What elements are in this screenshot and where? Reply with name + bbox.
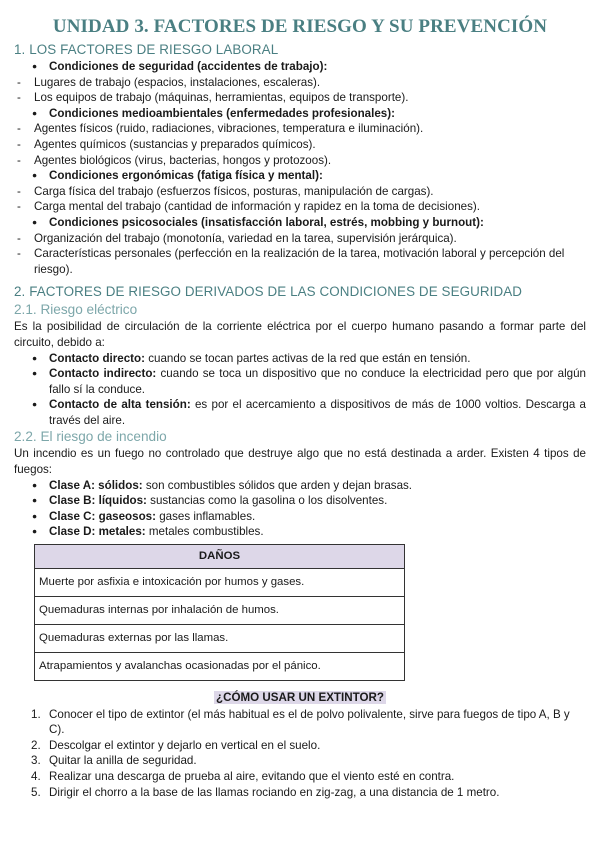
list-item: ● Clase D: metales: metales combustibles. [14,524,586,540]
list-item: ● Clase C: gaseosos: gases inflamables. [14,509,586,525]
table-cell: Atrapamientos y avalanchas ocasionadas por el pánico. [35,653,405,681]
list-item: ● Clase A: sólidos: son combustibles sólidos que arden y dejan brasas. [14,478,586,494]
group-title: ● Condiciones de seguridad (accidentes de trabajo): [14,59,586,75]
section-2-heading: 2. FACTORES DE RIESGO DERIVADOS DE LAS CONDICIONES DE SEGURIDAD [14,284,523,300]
list-item: - Agentes químicos (sustancias y preparados químicos). [14,137,586,153]
table-header: DAÑOS [35,545,405,569]
list-item: - Características personales (perfección en la realización de la tarea, motivación laboral y percepción del riesgo). [14,246,586,277]
electric-contact-list [14,351,586,429]
list-item: - Carga mental del trabajo (cantidad de información y rapidez en la toma de decisiones). [14,199,586,215]
list-item: - Los equipos de trabajo (máquinas, herramientas, equipos de transporte). [14,90,586,106]
table-row [35,625,405,653]
group-title: ● Condiciones ergonómicas (fatiga física y mental): [14,168,586,184]
extinguisher-steps [14,707,586,801]
table-row [35,597,405,625]
electric-risk-intro: Es la posibilidad de circulación de la corriente eléctrica por el cuerpo humano pasando a formar parte del circuito, debido a: [14,320,586,349]
fire-class-list [14,478,586,540]
list-item: - Agentes físicos (ruido, radiaciones, vibraciones, temperatura e iluminación). [14,121,586,137]
group-title: ● Condiciones psicosociales (insatisfacción laboral, estrés, mobbing y burnout): [14,215,586,231]
list-item: ● Clase B: líquidos: sustancias como la gasolina o los disolventes. [14,493,586,509]
section-1-heading: 1. LOS FACTORES DE RIESGO LABORAL [14,42,279,57]
extinguisher-heading: ¿CÓMO USAR UN EXTINTOR? [216,691,384,705]
list-item: 5. Dirigir el chorro a la base de las llamas rociando en zig-zag, a una distancia de 1 metro. [31,785,500,799]
risk-factor-list [14,59,586,277]
fire-risk-intro: Un incendio es un fuego no controlado que destruye algo que no está destinada a arder. Existen 4 tipos de fuegos: [14,447,586,477]
list-item: - Agentes biológicos (virus, bacterias, hongos y protozoos). [14,153,586,169]
table-row [35,569,405,597]
table-cell: Quemaduras externas por las llamas. [35,625,405,653]
subsection-2-1-heading: 2.1. Riesgo eléctrico [14,302,138,318]
list-item: 4. Realizar una descarga de prueba al aire, evitando que el viento esté en contra. [31,770,455,783]
table-cell: Quemaduras internas por inhalación de humos. [35,597,405,625]
list-item: ● Contacto indirecto: cuando se toca un dispositivo que no conduce la electricidad pero que por algún fallo sí la conduce. [14,366,586,397]
list-item: ● Contacto directo: cuando se tocan partes activas de la red que están en tensión. [14,351,586,367]
document-title: UNIDAD 3. FACTORES DE RIESGO Y SU PREVENCIÓN [52,16,548,37]
table-row [35,653,405,681]
list-item: 2. Descolgar el extintor y dejarlo en vertical en el suelo. [31,738,321,752]
table-cell: Muerte por asfixia e intoxicación por humos y gases. [35,569,405,597]
group-title: ● Condiciones medioambientales (enfermedades profesionales): [14,106,586,122]
list-item: - Organización del trabajo (monotonía, variedad en la tarea, supervisión jerárquica). [14,231,586,247]
list-item: 3. Quitar la anilla de seguridad. [31,754,197,768]
list-item: 1. Conocer el tipo de extintor (el más habitual es el de polvo polivalente, sirve para fuegos de tipo A, B y C). [31,707,570,737]
list-item: - Carga física del trabajo (esfuerzos físicos, posturas, manipulación de cargas). [14,184,586,200]
damages-table [34,544,405,681]
list-item: - Lugares de trabajo (espacios, instalaciones, escaleras). [14,75,586,91]
list-item: ● Contacto de alta tensión: es por el acercamiento a dispositivos de más de 1000 voltios. Descarga a través del aire. [14,397,586,428]
subsection-2-2-heading: 2.2. El riesgo de incendio [14,429,167,445]
